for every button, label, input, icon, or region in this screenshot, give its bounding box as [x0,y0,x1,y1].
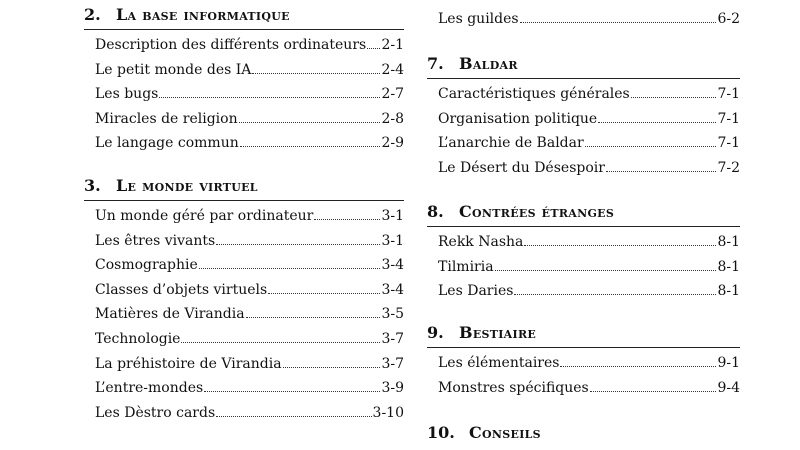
dot-leader [606,157,717,171]
section-heading [427,200,740,224]
entry-page: 3-5 [381,306,404,323]
toc-entry[interactable] [84,278,404,303]
toc-entry[interactable] [84,204,404,229]
section-heading [427,421,740,445]
entry-page: 3-7 [381,355,404,372]
toc-section-8 [427,200,740,304]
entry-page: 2-1 [381,37,404,53]
entry-page: 2-8 [381,110,404,127]
dot-leader [204,378,380,392]
dot-leader [520,9,717,23]
toc-entry[interactable] [84,327,404,352]
toc-entry[interactable] [84,33,404,58]
section-title: Bestiaire [459,323,537,342]
section-rule [84,200,404,201]
dot-leader [239,108,381,122]
entry-page: 7-1 [717,110,740,127]
entry-page: 7-2 [717,159,740,176]
toc-entry[interactable] [427,156,740,181]
entry-label: Tilmiria [438,258,494,275]
toc-entry[interactable] [84,401,404,426]
toc-section-7 [427,52,740,180]
entry-page: 2-4 [381,61,404,78]
section-number: 9. [427,323,444,342]
dot-leader [159,84,380,98]
toc-section-3 [84,174,404,425]
toc-entry[interactable] [427,131,740,156]
entry-page: 8-1 [717,283,740,300]
entry-label: Les Daries [438,283,514,300]
dot-leader [314,206,380,220]
entry-label: La préhistoire de Virandia [95,355,282,372]
section-title: Baldar [459,54,518,73]
dot-leader [252,59,380,73]
entry-label: Technologie [95,330,181,347]
entry-label: Classes d’objets virtuels [95,281,268,298]
entry-label: Description des différents ordinateurs [95,37,367,53]
entry-page: 8-1 [717,234,740,250]
section-title: La base informatique [116,5,290,24]
toc-entry[interactable] [427,351,740,376]
entry-label: Un monde géré par ordinateur [95,208,314,224]
entry-label: Les élémentaires [438,355,560,371]
toc-entry[interactable] [84,229,404,254]
dot-leader [514,281,716,295]
dot-leader [598,108,716,122]
section-heading [84,3,404,27]
section-number: 3. [84,176,101,195]
dot-leader [367,35,380,49]
dot-leader [216,402,371,416]
toc-entry[interactable] [427,255,740,280]
dot-leader [246,304,381,318]
section-heading [427,321,740,345]
entry-label: Les bugs [95,86,159,103]
entry-page: 3-4 [381,257,404,274]
toc-entry[interactable] [84,376,404,401]
dot-leader [240,133,381,147]
section-number: 10. [427,423,455,442]
dot-leader [268,279,380,293]
entry-label: L’entre-mondes [95,380,204,397]
toc-entry[interactable] [427,107,740,132]
entry-page: 3-4 [381,281,404,298]
toc-entry[interactable] [427,376,740,401]
entry-label: Monstres spécifiques [438,379,589,396]
entry-page: 2-9 [381,135,404,152]
toc-entry[interactable] [84,58,404,83]
entry-label: Le Désert du Désespoir [438,159,605,176]
section-heading [84,174,404,198]
toc-entry[interactable] [84,107,404,132]
toc-entry[interactable] [427,82,740,107]
toc-section-6-tail [427,7,740,32]
toc-section-9 [427,321,740,400]
toc-entry[interactable] [84,131,404,156]
toc-entry[interactable] [427,279,740,304]
toc-entry[interactable] [427,230,740,255]
section-number: 2. [84,5,101,24]
entry-page: 3-1 [381,232,404,249]
entry-label: Les Dèstro cards [95,404,216,421]
dot-leader [524,232,716,246]
dot-leader [283,353,381,367]
dot-leader [631,84,717,98]
entry-page: 8-1 [717,258,740,275]
entry-label: Caractéristiques générales [438,86,630,102]
entry-label: Miracles de religion [95,110,238,127]
entry-label: Cosmographie [95,257,198,274]
section-title: Le monde virtuel [116,176,258,195]
entry-page: 7-1 [717,135,740,152]
entry-page: 9-1 [717,355,740,371]
section-title: Contrées étranges [459,202,615,221]
entry-label: Organisation politique [438,110,598,127]
toc-entry[interactable] [84,352,404,377]
entry-label: L’anarchie de Baldar [438,135,584,152]
entry-label: Matières de Virandia [95,306,245,323]
section-rule [427,347,740,348]
section-rule [427,226,740,227]
toc-entry[interactable] [84,253,404,278]
dot-leader [216,230,380,244]
toc-entry[interactable] [427,7,740,32]
entry-page: 3-9 [381,380,404,397]
entry-label: Le langage commun [95,135,239,152]
toc-section-10 [427,421,740,445]
section-rule [84,29,404,30]
entry-label: Les êtres vivants [95,232,216,249]
dot-leader [590,377,717,391]
dot-leader [560,353,716,367]
toc-entry[interactable] [84,302,404,327]
entry-page: 6-2 [717,11,740,27]
dot-leader [585,133,717,147]
entry-label: Rekk Nasha [438,234,524,250]
entry-page: 2-7 [381,86,404,103]
entry-label: Le petit monde des IA [95,61,252,78]
dot-leader [199,255,381,269]
entry-page: 3-7 [381,330,404,347]
entry-page: 3-1 [381,208,404,224]
section-number: 7. [427,54,444,73]
section-rule [427,78,740,79]
entry-page: 9-4 [717,379,740,396]
entry-page: 3-10 [372,404,404,421]
section-number: 8. [427,202,444,221]
entry-label: Les guildes [438,11,519,27]
dot-leader [495,256,717,270]
section-title: Conseils [469,423,541,442]
entry-page: 7-1 [717,86,740,102]
section-heading [427,52,740,76]
toc-entry[interactable] [84,82,404,107]
toc-section-2 [84,3,404,156]
dot-leader [181,329,380,343]
